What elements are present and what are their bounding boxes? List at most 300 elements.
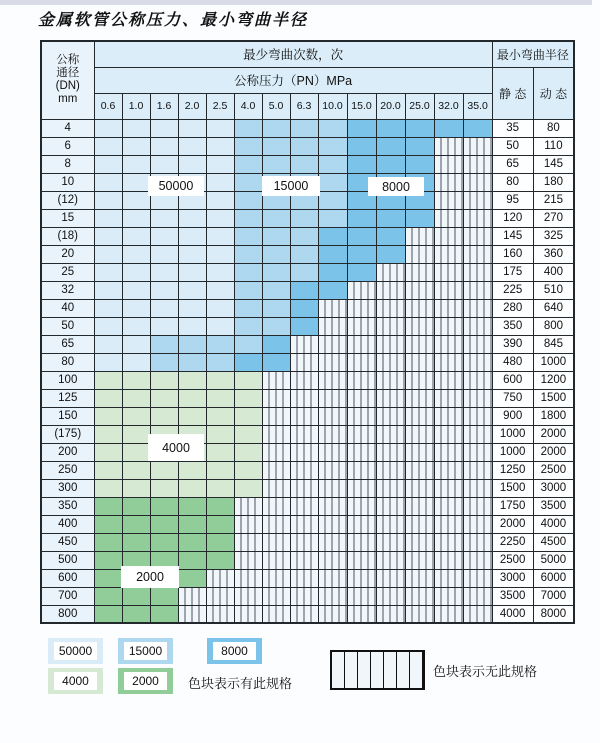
spec-cell-pn-6.3	[290, 137, 318, 155]
table-row-dn-40	[41, 299, 574, 317]
spec-cell-pn-2.5	[206, 461, 234, 479]
spec-cell-pn-6.3	[290, 119, 318, 137]
spec-cell-pn-6.3	[290, 569, 318, 587]
spec-cell-pn-35.0	[463, 335, 492, 353]
dynamic-radius-cell: 2000	[533, 425, 574, 443]
spec-cell-pn-35.0	[463, 371, 492, 389]
spec-cell-pn-15.0	[347, 389, 376, 407]
spec-cell-pn-10.0	[318, 245, 347, 263]
spec-cell-pn-2.0	[178, 371, 206, 389]
spec-cell-pn-0.6	[94, 497, 122, 515]
dynamic-radius-cell: 510	[533, 281, 574, 299]
legend-has-spec-text: 色块表示有此规格	[188, 676, 293, 691]
spec-cell-pn-4.0	[234, 533, 262, 551]
static-radius-cell: 750	[492, 389, 533, 407]
dn-cell: 4	[41, 119, 94, 137]
spec-cell-pn-0.6	[94, 551, 122, 569]
dn-cell: 40	[41, 299, 94, 317]
spec-cell-pn-5.0	[262, 425, 290, 443]
spec-cell-pn-32.0	[434, 227, 463, 245]
spec-cell-pn-20.0	[376, 587, 405, 605]
spec-cell-pn-1.6	[150, 461, 178, 479]
spec-cell-pn-2.5	[206, 335, 234, 353]
spec-cell-pn-20.0	[376, 371, 405, 389]
spec-cell-pn-10.0	[318, 389, 347, 407]
spec-cell-pn-5.0	[262, 551, 290, 569]
spec-cell-pn-25.0	[405, 245, 434, 263]
spec-cell-pn-10.0	[318, 425, 347, 443]
corner-cell-dn	[41, 41, 94, 119]
dn-cell: 150	[41, 407, 94, 425]
spec-cell-pn-1.0	[122, 389, 150, 407]
pressure-header-5.0: 5.0	[262, 93, 290, 119]
spec-cell-pn-5.0	[262, 227, 290, 245]
spec-cell-pn-20.0	[376, 155, 405, 173]
spec-cell-pn-10.0	[318, 407, 347, 425]
spec-cell-pn-2.0	[178, 389, 206, 407]
pressure-header-15.0: 15.0	[347, 93, 376, 119]
spec-cell-pn-2.0	[178, 551, 206, 569]
static-radius-cell: 3000	[492, 569, 533, 587]
spec-cell-pn-15.0	[347, 245, 376, 263]
spec-cell-pn-1.0	[122, 479, 150, 497]
spec-cell-pn-10.0	[318, 317, 347, 335]
spec-cell-pn-20.0	[376, 551, 405, 569]
static-radius-cell: 350	[492, 317, 533, 335]
spec-cell-pn-35.0	[463, 137, 492, 155]
static-radius-cell: 35	[492, 119, 533, 137]
spec-cell-pn-4.0	[234, 479, 262, 497]
spec-cell-pn-1.6	[150, 515, 178, 533]
spec-cell-pn-25.0	[405, 155, 434, 173]
dynamic-radius-cell: 1500	[533, 389, 574, 407]
spec-cell-pn-1.0	[122, 335, 150, 353]
legend-value: 4000	[54, 672, 97, 690]
spec-cell-pn-20.0	[376, 389, 405, 407]
spec-cell-pn-0.6	[94, 119, 122, 137]
spec-cell-pn-35.0	[463, 299, 492, 317]
spec-cell-pn-2.0	[178, 317, 206, 335]
spec-cell-pn-0.6	[94, 587, 122, 605]
spec-cell-pn-5.0	[262, 569, 290, 587]
spec-cell-pn-1.0	[122, 173, 150, 191]
spec-cell-pn-2.0	[178, 497, 206, 515]
spec-cell-pn-15.0	[347, 119, 376, 137]
legend-value: 50000	[54, 642, 97, 660]
spec-cell-pn-6.3	[290, 425, 318, 443]
spec-cell-pn-15.0	[347, 425, 376, 443]
spec-cell-pn-10.0	[318, 479, 347, 497]
dynamic-radius-cell: 845	[533, 335, 574, 353]
spec-cell-pn-1.0	[122, 371, 150, 389]
spec-cell-pn-4.0	[234, 281, 262, 299]
static-radius-cell: 1000	[492, 443, 533, 461]
spec-cell-pn-25.0	[405, 119, 434, 137]
spec-cell-pn-1.0	[122, 425, 150, 443]
spec-cell-pn-1.6	[150, 317, 178, 335]
spec-cell-pn-1.0	[122, 155, 150, 173]
spec-cell-pn-2.5	[206, 443, 234, 461]
spec-cell-pn-20.0	[376, 299, 405, 317]
spec-cell-pn-15.0	[347, 569, 376, 587]
spec-cell-pn-2.5	[206, 317, 234, 335]
table-row-dn-65	[41, 335, 574, 353]
spec-cell-pn-35.0	[463, 497, 492, 515]
pressure-header-10.0: 10.0	[318, 93, 347, 119]
spec-cell-pn-2.0	[178, 119, 206, 137]
spec-cell-pn-0.6	[94, 407, 122, 425]
spec-cell-pn-1.6	[150, 137, 178, 155]
spec-cell-pn-20.0	[376, 425, 405, 443]
spec-cell-pn-4.0	[234, 587, 262, 605]
spec-cell-pn-1.0	[122, 407, 150, 425]
dynamic-radius-cell: 3000	[533, 479, 574, 497]
spec-cell-pn-35.0	[463, 227, 492, 245]
spec-cell-pn-32.0	[434, 407, 463, 425]
dynamic-radius-cell: 145	[533, 155, 574, 173]
spec-cell-pn-5.0	[262, 119, 290, 137]
dynamic-radius-cell: 180	[533, 173, 574, 191]
spec-cell-pn-15.0	[347, 281, 376, 299]
cycles-label-15000: 15000	[262, 176, 320, 196]
dn-cell: 20	[41, 245, 94, 263]
spec-cell-pn-6.3	[290, 479, 318, 497]
spec-cell-pn-25.0	[405, 227, 434, 245]
legend-box-8000	[207, 638, 262, 664]
spec-table-wrap	[40, 40, 573, 624]
spec-cell-pn-6.3	[290, 353, 318, 371]
spec-cell-pn-5.0	[262, 407, 290, 425]
spec-cell-pn-0.6	[94, 209, 122, 227]
spec-cell-pn-15.0	[347, 515, 376, 533]
spec-cell-pn-4.0	[234, 551, 262, 569]
dn-cell: 350	[41, 497, 94, 515]
spec-cell-pn-2.5	[206, 263, 234, 281]
spec-cell-pn-1.0	[122, 119, 150, 137]
spec-cell-pn-25.0	[405, 479, 434, 497]
table-header	[41, 41, 574, 119]
spec-cell-pn-6.3	[290, 281, 318, 299]
spec-cell-pn-32.0	[434, 569, 463, 587]
spec-cell-pn-35.0	[463, 533, 492, 551]
pressure-header-6.3: 6.3	[290, 93, 318, 119]
spec-cell-pn-4.0	[234, 191, 262, 209]
spec-cell-pn-5.0	[262, 461, 290, 479]
legend-box-2000	[118, 668, 173, 694]
dn-cell: (175)	[41, 425, 94, 443]
spec-cell-pn-1.0	[122, 605, 150, 623]
spec-cell-pn-2.0	[178, 263, 206, 281]
spec-cell-pn-0.6	[94, 173, 122, 191]
spec-cell-pn-10.0	[318, 443, 347, 461]
page-title: 金属软管公称压力、最小弯曲半径	[38, 10, 309, 29]
cycles-label-8000: 8000	[368, 177, 424, 196]
pressure-header-4.0: 4.0	[234, 93, 262, 119]
spec-cell-pn-0.6	[94, 335, 122, 353]
spec-cell-pn-2.5	[206, 281, 234, 299]
spec-cell-pn-5.0	[262, 443, 290, 461]
spec-cell-pn-4.0	[234, 389, 262, 407]
dn-cell: 100	[41, 371, 94, 389]
spec-cell-pn-1.6	[150, 155, 178, 173]
legend-value: 15000	[124, 642, 167, 660]
pressure-header-20.0: 20.0	[376, 93, 405, 119]
spec-cell-pn-10.0	[318, 155, 347, 173]
spec-cell-pn-20.0	[376, 353, 405, 371]
dn-cell: 200	[41, 443, 94, 461]
spec-cell-pn-10.0	[318, 263, 347, 281]
spec-cell-pn-15.0	[347, 299, 376, 317]
spec-cell-pn-4.0	[234, 227, 262, 245]
spec-cell-pn-2.0	[178, 533, 206, 551]
spec-cell-pn-20.0	[376, 407, 405, 425]
spec-cell-pn-0.6	[94, 479, 122, 497]
spec-cell-pn-1.0	[122, 227, 150, 245]
spec-cell-pn-4.0	[234, 263, 262, 281]
spec-cell-pn-1.0	[122, 533, 150, 551]
spec-cell-pn-35.0	[463, 353, 492, 371]
dn-cell: (12)	[41, 191, 94, 209]
spec-cell-pn-25.0	[405, 209, 434, 227]
dn-cell: 600	[41, 569, 94, 587]
spec-cell-pn-5.0	[262, 317, 290, 335]
spec-cell-pn-5.0	[262, 533, 290, 551]
dynamic-radius-cell: 215	[533, 191, 574, 209]
header-row-1	[41, 41, 574, 67]
legend-box-4000	[48, 668, 103, 694]
spec-cell-pn-4.0	[234, 209, 262, 227]
spec-cell-pn-2.5	[206, 515, 234, 533]
spec-cell-pn-1.6	[150, 335, 178, 353]
spec-cell-pn-35.0	[463, 281, 492, 299]
pressure-header-1.0: 1.0	[122, 93, 150, 119]
header-dynamic: 动 态	[533, 67, 574, 119]
spec-cell-pn-10.0	[318, 605, 347, 623]
table-row-dn-20	[41, 245, 574, 263]
spec-cell-pn-10.0	[318, 209, 347, 227]
spec-cell-pn-15.0	[347, 371, 376, 389]
dn-cell: 65	[41, 335, 94, 353]
static-radius-cell: 2500	[492, 551, 533, 569]
table-row-dn-200	[41, 443, 574, 461]
dn-cell: 50	[41, 317, 94, 335]
header-nominal-pressure: 公称压力（PN）MPa	[94, 67, 492, 93]
spec-cell-pn-20.0	[376, 137, 405, 155]
spec-cell-pn-5.0	[262, 497, 290, 515]
spec-cell-pn-32.0	[434, 605, 463, 623]
spec-cell-pn-25.0	[405, 137, 434, 155]
static-radius-cell: 80	[492, 173, 533, 191]
spec-cell-pn-2.0	[178, 209, 206, 227]
spec-cell-pn-25.0	[405, 335, 434, 353]
spec-cell-pn-5.0	[262, 263, 290, 281]
dn-cell: 700	[41, 587, 94, 605]
spec-cell-pn-32.0	[434, 443, 463, 461]
spec-cell-pn-0.6	[94, 461, 122, 479]
spec-cell-pn-35.0	[463, 551, 492, 569]
spec-cell-pn-15.0	[347, 479, 376, 497]
spec-cell-pn-1.0	[122, 137, 150, 155]
spec-cell-pn-32.0	[434, 317, 463, 335]
spec-cell-pn-5.0	[262, 587, 290, 605]
spec-cell-pn-35.0	[463, 263, 492, 281]
spec-cell-pn-4.0	[234, 425, 262, 443]
spec-cell-pn-4.0	[234, 353, 262, 371]
spec-cell-pn-35.0	[463, 119, 492, 137]
static-radius-cell: 1500	[492, 479, 533, 497]
spec-cell-pn-1.0	[122, 317, 150, 335]
spec-cell-pn-25.0	[405, 425, 434, 443]
spec-cell-pn-25.0	[405, 317, 434, 335]
dynamic-radius-cell: 400	[533, 263, 574, 281]
spec-cell-pn-32.0	[434, 371, 463, 389]
dynamic-radius-cell: 8000	[533, 605, 574, 623]
dynamic-radius-cell: 80	[533, 119, 574, 137]
spec-cell-pn-32.0	[434, 245, 463, 263]
spec-cell-pn-20.0	[376, 245, 405, 263]
spec-cell-pn-0.6	[94, 533, 122, 551]
dynamic-radius-cell: 325	[533, 227, 574, 245]
spec-cell-pn-32.0	[434, 479, 463, 497]
dn-cell: 400	[41, 515, 94, 533]
spec-cell-pn-6.3	[290, 389, 318, 407]
table-row-dn-700	[41, 587, 574, 605]
spec-cell-pn-32.0	[434, 137, 463, 155]
dynamic-radius-cell: 6000	[533, 569, 574, 587]
spec-cell-pn-20.0	[376, 209, 405, 227]
spec-cell-pn-20.0	[376, 605, 405, 623]
spec-cell-pn-0.6	[94, 605, 122, 623]
spec-cell-pn-2.0	[178, 281, 206, 299]
table-row-dn-350	[41, 497, 574, 515]
spec-cell-pn-2.5	[206, 605, 234, 623]
dynamic-radius-cell: 4500	[533, 533, 574, 551]
spec-cell-pn-0.6	[94, 515, 122, 533]
legend-box-15000	[118, 638, 173, 664]
spec-cell-pn-6.3	[290, 299, 318, 317]
spec-cell-pn-32.0	[434, 173, 463, 191]
dynamic-radius-cell: 5000	[533, 551, 574, 569]
spec-cell-pn-1.0	[122, 209, 150, 227]
spec-cell-pn-10.0	[318, 461, 347, 479]
spec-cell-pn-35.0	[463, 389, 492, 407]
spec-cell-pn-6.3	[290, 551, 318, 569]
spec-cell-pn-15.0	[347, 497, 376, 515]
spec-cell-pn-2.5	[206, 479, 234, 497]
spec-cell-pn-35.0	[463, 587, 492, 605]
legend-no-spec-swatch	[330, 650, 425, 690]
spec-cell-pn-4.0	[234, 119, 262, 137]
spec-cell-pn-1.0	[122, 461, 150, 479]
spec-cell-pn-25.0	[405, 605, 434, 623]
static-radius-cell: 145	[492, 227, 533, 245]
spec-cell-pn-25.0	[405, 281, 434, 299]
dynamic-radius-cell: 2500	[533, 461, 574, 479]
dn-cell: 250	[41, 461, 94, 479]
spec-cell-pn-5.0	[262, 479, 290, 497]
spec-cell-pn-0.6	[94, 191, 122, 209]
dn-cell: 300	[41, 479, 94, 497]
table-row-dn-15	[41, 209, 574, 227]
spec-cell-pn-5.0	[262, 353, 290, 371]
spec-cell-pn-6.3	[290, 263, 318, 281]
static-radius-cell: 175	[492, 263, 533, 281]
table-row-dn-450	[41, 533, 574, 551]
spec-cell-pn-25.0	[405, 353, 434, 371]
spec-cell-pn-10.0	[318, 371, 347, 389]
spec-cell-pn-4.0	[234, 137, 262, 155]
spec-cell-pn-2.5	[206, 371, 234, 389]
dynamic-radius-cell: 800	[533, 317, 574, 335]
static-radius-cell: 2250	[492, 533, 533, 551]
spec-cell-pn-20.0	[376, 443, 405, 461]
spec-cell-pn-25.0	[405, 263, 434, 281]
spec-cell-pn-32.0	[434, 263, 463, 281]
spec-cell-pn-2.5	[206, 209, 234, 227]
spec-cell-pn-25.0	[405, 299, 434, 317]
spec-cell-pn-0.6	[94, 317, 122, 335]
spec-cell-pn-6.3	[290, 461, 318, 479]
spec-cell-pn-15.0	[347, 335, 376, 353]
spec-cell-pn-20.0	[376, 227, 405, 245]
spec-cell-pn-4.0	[234, 245, 262, 263]
spec-cell-pn-20.0	[376, 497, 405, 515]
pressure-header-2.5: 2.5	[206, 93, 234, 119]
spec-cell-pn-32.0	[434, 461, 463, 479]
spec-cell-pn-2.0	[178, 299, 206, 317]
spec-cell-pn-10.0	[318, 497, 347, 515]
spec-cell-pn-25.0	[405, 389, 434, 407]
spec-cell-pn-15.0	[347, 317, 376, 335]
spec-cell-pn-4.0	[234, 335, 262, 353]
dynamic-radius-cell: 3500	[533, 497, 574, 515]
dn-cell: 32	[41, 281, 94, 299]
dn-cell: 800	[41, 605, 94, 623]
spec-cell-pn-2.5	[206, 119, 234, 137]
spec-cell-pn-32.0	[434, 551, 463, 569]
spec-cell-pn-32.0	[434, 335, 463, 353]
spec-cell-pn-35.0	[463, 407, 492, 425]
spec-cell-pn-6.3	[290, 497, 318, 515]
spec-cell-pn-0.6	[94, 281, 122, 299]
spec-cell-pn-5.0	[262, 515, 290, 533]
spec-cell-pn-15.0	[347, 155, 376, 173]
dynamic-radius-cell: 360	[533, 245, 574, 263]
spec-cell-pn-35.0	[463, 443, 492, 461]
spec-cell-pn-1.0	[122, 587, 150, 605]
spec-cell-pn-20.0	[376, 515, 405, 533]
dn-cell: 25	[41, 263, 94, 281]
spec-cell-pn-10.0	[318, 119, 347, 137]
spec-cell-pn-4.0	[234, 299, 262, 317]
spec-cell-pn-32.0	[434, 191, 463, 209]
dynamic-radius-cell: 640	[533, 299, 574, 317]
spec-cell-pn-35.0	[463, 605, 492, 623]
spec-cell-pn-10.0	[318, 191, 347, 209]
spec-cell-pn-1.6	[150, 479, 178, 497]
spec-cell-pn-2.0	[178, 155, 206, 173]
spec-cell-pn-35.0	[463, 209, 492, 227]
spec-cell-pn-20.0	[376, 461, 405, 479]
spec-cell-pn-0.6	[94, 425, 122, 443]
spec-cell-pn-25.0	[405, 569, 434, 587]
spec-cell-pn-20.0	[376, 533, 405, 551]
spec-cell-pn-1.6	[150, 245, 178, 263]
spec-cell-pn-15.0	[347, 533, 376, 551]
spec-cell-pn-5.0	[262, 299, 290, 317]
spec-cell-pn-1.0	[122, 353, 150, 371]
static-radius-cell: 3500	[492, 587, 533, 605]
